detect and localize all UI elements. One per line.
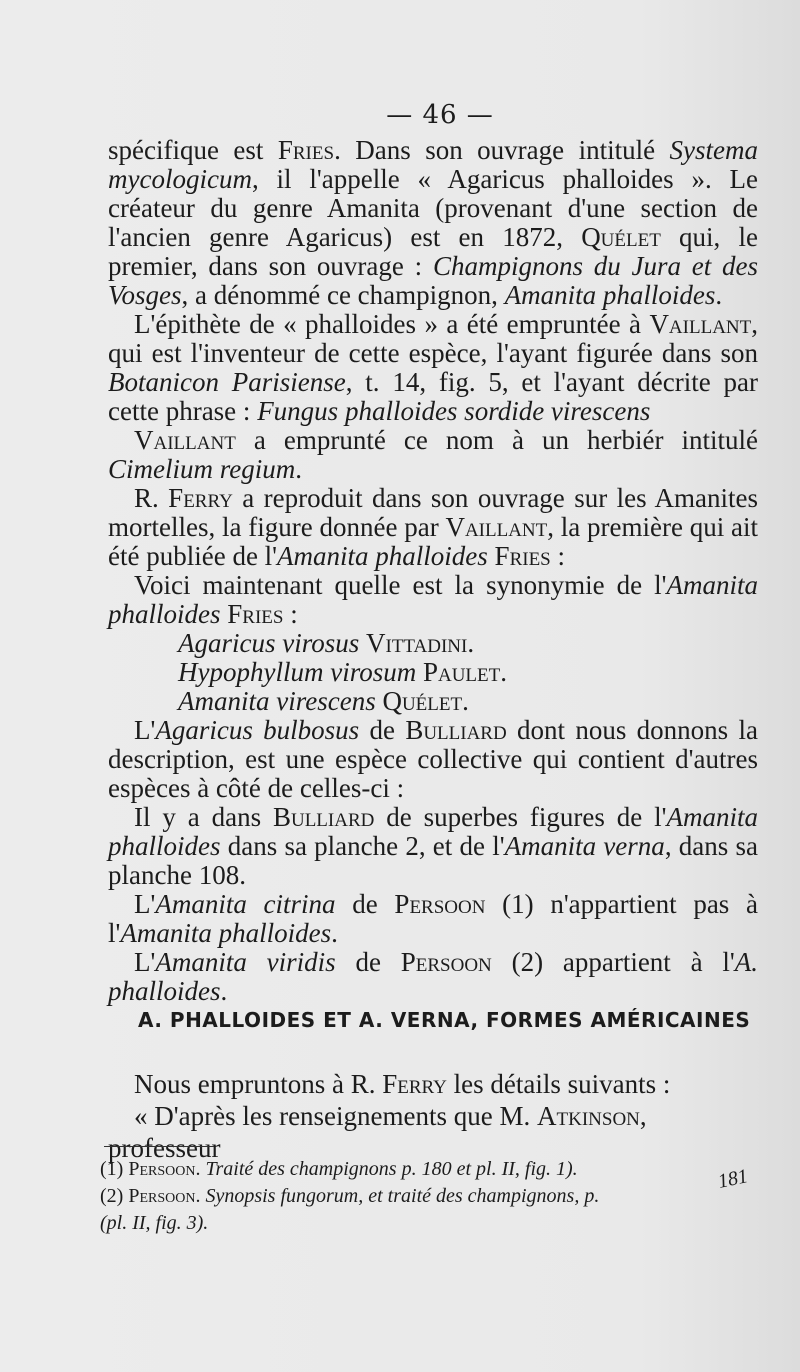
- text: (2) appartient à l': [491, 947, 735, 977]
- species-name: Amanita phalloides: [108, 570, 758, 629]
- footnote-number: (1): [100, 1158, 129, 1180]
- book-title: Botanicon Parisiense: [108, 367, 346, 397]
- author-bulliard: Bulliard: [272, 802, 375, 832]
- paragraph-9: [108, 948, 758, 1006]
- species-name: Amanita citrina: [155, 889, 336, 919]
- text: (pl. II, fig. 3).: [100, 1212, 209, 1234]
- section-text: [108, 1068, 758, 1164]
- text: L': [134, 947, 156, 977]
- text: de: [359, 715, 406, 745]
- book-title: Cimelium regium: [108, 454, 296, 484]
- author-persoon: Persoon: [400, 947, 492, 977]
- synonym-author: Paulet.: [422, 657, 507, 687]
- paragraph-4: [108, 484, 758, 571]
- species-name: Amanita phalloides: [120, 918, 332, 948]
- footnote-2-continued: [100, 1210, 760, 1237]
- text: spécifique est: [108, 135, 278, 165]
- species-name: Amanita phalloides: [277, 541, 488, 571]
- text: de: [335, 947, 401, 977]
- author-persoon: Persoon: [128, 1185, 196, 1207]
- paragraph-1: [108, 136, 758, 310]
- text: , t. 14, fig. 5, et l'ayant décrite par cette phrase :: [108, 367, 758, 426]
- author-persoon: Persoon: [394, 889, 486, 919]
- paragraph-8: [108, 890, 758, 948]
- text: L'épithète de « phalloides » a été empruntée à: [134, 309, 650, 339]
- text: (1) n'appartient pas à l': [108, 889, 758, 948]
- text: , il l'appelle « Agaricus phalloides ». Le créateur du genre Amanita (provenant d'une section de l'ancien genre Agaricus) est en 1872,: [108, 164, 758, 252]
- text: , a dénommé ce champignon,: [181, 280, 505, 310]
- text: R.: [134, 483, 169, 513]
- author-persoon: Persoon: [128, 1158, 196, 1180]
- text: qui, le premier, dans son ouvrage :: [108, 222, 758, 281]
- author-atkinson: Atkinson: [537, 1101, 640, 1131]
- section-heading: A. PHALLOIDES ET A. VERNA, FORMES AMÉRICAINES: [138, 1008, 751, 1032]
- synonym-author: Quélet.: [382, 686, 469, 716]
- text: . Dans son ouvrage intitulé: [334, 135, 670, 165]
- book-title: Synopsis fungorum, et traité des champignons, p.: [205, 1185, 600, 1207]
- synonym-name: Amanita virescens: [178, 686, 376, 716]
- author-bulliard: Bulliard: [405, 715, 507, 745]
- text: dans sa planche 2, et de l': [220, 831, 505, 861]
- text: :: [550, 541, 566, 571]
- author-fries: Fries: [494, 541, 551, 571]
- main-text: [108, 136, 758, 1006]
- book-title: Champignons du Jura et des Vosges: [108, 251, 758, 310]
- text: .: [195, 1158, 206, 1180]
- species-name: Amanita verna: [504, 831, 665, 861]
- book-title: Systema mycologicum: [108, 135, 758, 194]
- synonym-line: [178, 658, 758, 687]
- author-fries: Fries: [277, 135, 335, 165]
- species-name: Amanita phalloides: [108, 802, 758, 861]
- footnote-page-ref: 181: [715, 1165, 750, 1193]
- footnote-rule: [104, 1146, 214, 1147]
- text: Voici maintenant quelle est la synonymie de l': [134, 570, 667, 600]
- book-title: Traité des champignons p. 180 et pl. II, fig. 1).: [205, 1158, 578, 1180]
- text: Nous empruntons à R.: [134, 1069, 383, 1099]
- author-fries: Fries: [227, 599, 284, 629]
- species-name: Amanita phalloides: [504, 280, 716, 310]
- page-number: — 46 —: [386, 100, 494, 130]
- synonym-name: Hypophyllum virosum: [178, 657, 417, 687]
- text: a emprunté ce nom à un herbiér intitulé: [235, 425, 758, 455]
- synonym-line: [178, 687, 758, 716]
- text: de superbes figures de l': [374, 802, 667, 832]
- text: Il y a dans: [134, 802, 273, 832]
- synonym-author: Vittadini.: [366, 628, 475, 658]
- paragraph-7: [108, 803, 758, 890]
- synonym-line: [178, 629, 758, 658]
- latin-phrase: Fungus phalloides sordide virescens: [257, 396, 651, 426]
- text: L': [134, 889, 156, 919]
- text: , professeur: [108, 1101, 647, 1163]
- text: .: [715, 280, 723, 310]
- author-vaillant: Vaillant: [134, 425, 236, 455]
- text: .: [331, 918, 338, 948]
- text: dont nous donnons la description, est une espèce collective qui contient d'autres espèces à côté de celles-ci :: [108, 715, 758, 803]
- paragraph-10: [108, 1068, 758, 1100]
- author-quelet: Quélet: [581, 222, 661, 252]
- author-vaillant: Vaillant: [445, 512, 548, 542]
- species-name: Amanita viridis: [155, 947, 336, 977]
- footnote-1: [100, 1156, 760, 1183]
- text: .: [195, 1185, 206, 1207]
- text: , qui est l'inventeur de cette espèce, l'ayant figurée dans son: [108, 309, 758, 368]
- paragraph-3: [108, 426, 758, 484]
- text: « D'après les renseignements que M.: [134, 1101, 538, 1131]
- author-vaillant: Vaillant: [649, 309, 752, 339]
- author-ferry: Ferry: [168, 483, 233, 513]
- footnote-2: [100, 1183, 760, 1210]
- text: :: [283, 599, 298, 629]
- paragraph-5: [108, 571, 758, 629]
- text: a reproduit dans son ouvrage sur les Amanites mortelles, la figure donnée par: [108, 483, 758, 542]
- text: .: [220, 976, 228, 1006]
- species-name: A. phalloides: [108, 947, 759, 1006]
- text: , la première qui ait été publiée de l': [108, 512, 758, 571]
- author-ferry: Ferry: [382, 1069, 447, 1099]
- text: [488, 541, 495, 571]
- text: .: [295, 454, 302, 484]
- footnote-number: (2): [100, 1185, 129, 1207]
- species-name: Agaricus bulbosus: [155, 715, 360, 745]
- text: L': [134, 715, 156, 745]
- paragraph-6: [108, 716, 758, 803]
- text: de: [335, 889, 395, 919]
- paragraph-11: [108, 1100, 758, 1164]
- paragraph-2: [108, 310, 758, 426]
- text: , dans sa planche 108.: [108, 831, 758, 890]
- footnotes: [100, 1156, 760, 1237]
- synonym-name: Agaricus virosus: [178, 628, 360, 658]
- text: les détails suivants :: [446, 1069, 671, 1099]
